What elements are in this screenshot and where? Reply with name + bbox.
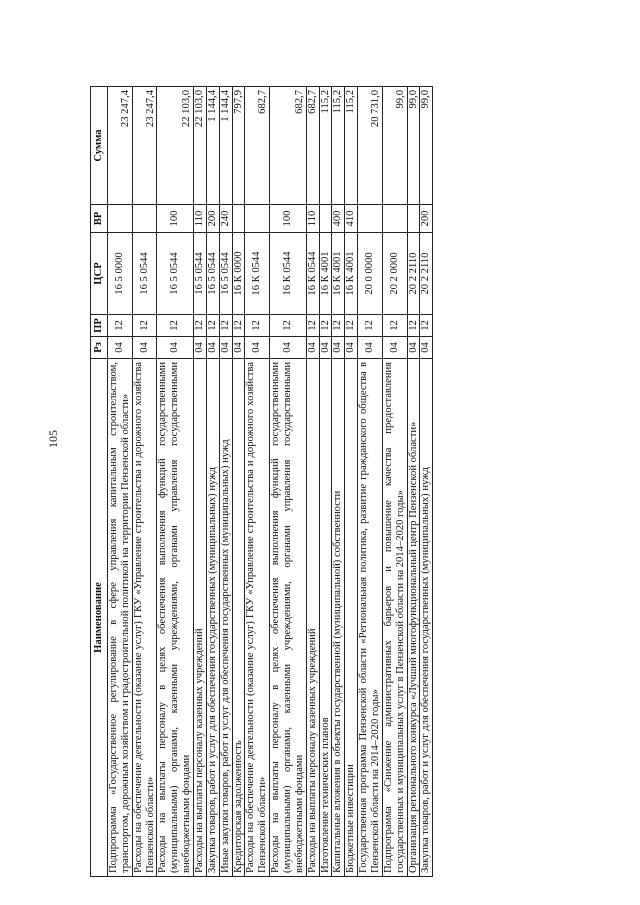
cell-csr: 16 К 4001 [332, 233, 345, 315]
cell-sum: 115,2 [332, 87, 345, 205]
cell-csr: 20 2 0000 [382, 233, 407, 315]
cell-vr: 110 [194, 205, 207, 233]
cell-sum: 99,0 [420, 87, 433, 205]
cell-vr [358, 205, 383, 233]
cell-csr: 20 2 2110 [407, 233, 420, 315]
cell-csr: 16 5 0000 [108, 233, 133, 315]
cell-pr: 12 [345, 315, 358, 337]
cell-csr: 16 К 0544 [245, 233, 270, 315]
cell-rz: 04 [245, 337, 270, 359]
header-name: Наименование [91, 359, 108, 877]
cell-rz: 04 [232, 337, 245, 359]
cell-vr: 100 [157, 205, 194, 233]
table-body [108, 87, 433, 877]
table-row [132, 87, 157, 877]
cell-name: Иные закупки товаров, работ и услуг для обеспечения государственных (муниципальных) нужд [219, 359, 232, 877]
cell-pr: 12 [194, 315, 207, 337]
rotated-table-frame [90, 87, 552, 877]
cell-name: Расходы на выплаты персоналу казенных учреждений [194, 359, 207, 877]
cell-pr: 12 [319, 315, 332, 337]
cell-sum: 682,7 [270, 87, 307, 205]
cell-rz: 04 [194, 337, 207, 359]
cell-pr: 12 [157, 315, 194, 337]
cell-vr [232, 205, 245, 233]
header-pr: ПР [91, 315, 108, 337]
cell-sum: 115,2 [345, 87, 358, 205]
table-row [108, 87, 133, 877]
cell-csr: 20 0 0000 [358, 233, 383, 315]
cell-sum: 23 247,4 [132, 87, 157, 205]
cell-csr: 16 5 0544 [132, 233, 157, 315]
cell-vr [108, 205, 133, 233]
cell-rz: 04 [306, 337, 319, 359]
cell-csr: 16 К 4001 [345, 233, 358, 315]
cell-csr: 16 К 0544 [306, 233, 319, 315]
cell-rz: 04 [157, 337, 194, 359]
cell-pr: 12 [132, 315, 157, 337]
cell-name: Организация регионального конкурса «Лучший многофункциональный центр Пензенской области» [407, 359, 420, 877]
cell-name: Государственная программа Пензенской области «Региональная политика, развитие гражданского общества в Пензенской области на 2014–2020 годы» [358, 359, 383, 877]
cell-csr: 16 5 0544 [206, 233, 219, 315]
cell-vr: 200 [206, 205, 219, 233]
cell-vr [319, 205, 332, 233]
cell-sum: 20 731,0 [358, 87, 383, 205]
cell-csr: 16 К 0544 [270, 233, 307, 315]
cell-name: Бюджетные инвестиции [345, 359, 358, 877]
table-row [358, 87, 383, 877]
cell-pr: 12 [332, 315, 345, 337]
cell-sum: 23 247,4 [108, 87, 133, 205]
cell-vr: 200 [420, 205, 433, 233]
cell-sum: 115,2 [319, 87, 332, 205]
cell-name: Расходы на обеспечение деятельности (оказание услуг) ГКУ «Управление строительства и дорожного хозяйства Пензенской области» [132, 359, 157, 877]
cell-name: Изготовление технических планов [319, 359, 332, 877]
cell-vr: 110 [306, 205, 319, 233]
cell-vr: 240 [219, 205, 232, 233]
table-row [306, 87, 319, 877]
cell-vr [382, 205, 407, 233]
cell-rz: 04 [206, 337, 219, 359]
cell-vr [132, 205, 157, 233]
cell-vr: 100 [270, 205, 307, 233]
table-row [332, 87, 345, 877]
table-row [319, 87, 332, 877]
cell-vr: 400 [332, 205, 345, 233]
page-number: 105 [46, 430, 60, 448]
cell-rz: 04 [332, 337, 345, 359]
cell-rz: 04 [270, 337, 307, 359]
table-header-row [91, 87, 108, 877]
cell-name: Расходы на выплаты персоналу казенных учреждений [306, 359, 319, 877]
table-row [270, 87, 307, 877]
header-sum: Сумма [91, 87, 108, 205]
table-row [219, 87, 232, 877]
header-rz: Рз [91, 337, 108, 359]
table-row [194, 87, 207, 877]
table-row [345, 87, 358, 877]
cell-rz: 04 [219, 337, 232, 359]
cell-rz: 04 [420, 337, 433, 359]
table-row [206, 87, 219, 877]
cell-rz: 04 [358, 337, 383, 359]
table-row [157, 87, 194, 877]
cell-pr: 12 [382, 315, 407, 337]
cell-csr: 16 К 0000 [232, 233, 245, 315]
cell-csr: 16 5 0544 [219, 233, 232, 315]
cell-name: Кредиторская задолженность [232, 359, 245, 877]
cell-rz: 04 [132, 337, 157, 359]
cell-name: Расходы на обеспечение деятельности (оказание услуг) ГКУ «Управление строительства и дорожного хозяйства Пензенской области» [245, 359, 270, 877]
cell-pr: 12 [270, 315, 307, 337]
cell-name: Закупка товаров, работ и услуг для обеспечения государственных (муниципальных) нужд [206, 359, 219, 877]
cell-name: Подпрограмма «Государственное регулирование в сфере управления капитальным строительством, транспортом, дорожным хозяйством и градостроительной политикой на территории Пензенской области» [108, 359, 133, 877]
cell-csr: 16 К 4001 [319, 233, 332, 315]
cell-rz: 04 [407, 337, 420, 359]
cell-sum: 797,9 [232, 87, 245, 205]
cell-pr: 12 [232, 315, 245, 337]
cell-rz: 04 [345, 337, 358, 359]
cell-vr [245, 205, 270, 233]
cell-rz: 04 [319, 337, 332, 359]
cell-rz: 04 [382, 337, 407, 359]
cell-rz: 04 [108, 337, 133, 359]
cell-name: Капитальные вложения в объекты государственной (муниципальной) собственности [332, 359, 345, 877]
cell-csr: 16 5 0544 [157, 233, 194, 315]
budget-table [90, 86, 433, 877]
table-row [245, 87, 270, 877]
cell-name: Расходы на выплаты персоналу в целях обеспечения выполнения функций государственными (муниципальными) органами, казенными учреждениями, органами управления государственными внебюджетными фондами [157, 359, 194, 877]
cell-pr: 12 [407, 315, 420, 337]
cell-sum: 682,7 [306, 87, 319, 205]
cell-name: Закупка товаров, работ и услуг для обеспечения государственных (муниципальных) нужд [420, 359, 433, 877]
cell-sum: 22 103,0 [157, 87, 194, 205]
table-row [382, 87, 407, 877]
cell-sum: 22 103,0 [194, 87, 207, 205]
cell-pr: 12 [108, 315, 133, 337]
cell-pr: 12 [219, 315, 232, 337]
cell-name: Подпрограмма «Снижение административных барьеров и повышение качества предоставления государственных и муниципальных услуг в Пензенской области на 2014–2020 годы» [382, 359, 407, 877]
table-row [420, 87, 433, 877]
cell-sum: 1 144,4 [206, 87, 219, 205]
cell-csr: 16 5 0544 [194, 233, 207, 315]
cell-name: Расходы на выплаты персоналу в целях обеспечения выполнения функций государственными (муниципальными) органами, казенными учреждениями, органами управления государственными внебюджетными фондами [270, 359, 307, 877]
cell-pr: 12 [420, 315, 433, 337]
cell-pr: 12 [306, 315, 319, 337]
header-vr: ВР [91, 205, 108, 233]
cell-sum: 1 144,4 [219, 87, 232, 205]
cell-pr: 12 [358, 315, 383, 337]
cell-sum: 99,0 [407, 87, 420, 205]
cell-pr: 12 [245, 315, 270, 337]
table-row [232, 87, 245, 877]
cell-pr: 12 [206, 315, 219, 337]
table-row [407, 87, 420, 877]
cell-vr [407, 205, 420, 233]
cell-csr: 20 2 2110 [420, 233, 433, 315]
cell-sum: 682,7 [245, 87, 270, 205]
cell-sum: 99,0 [382, 87, 407, 205]
header-csr: ЦСР [91, 233, 108, 315]
cell-vr: 410 [345, 205, 358, 233]
